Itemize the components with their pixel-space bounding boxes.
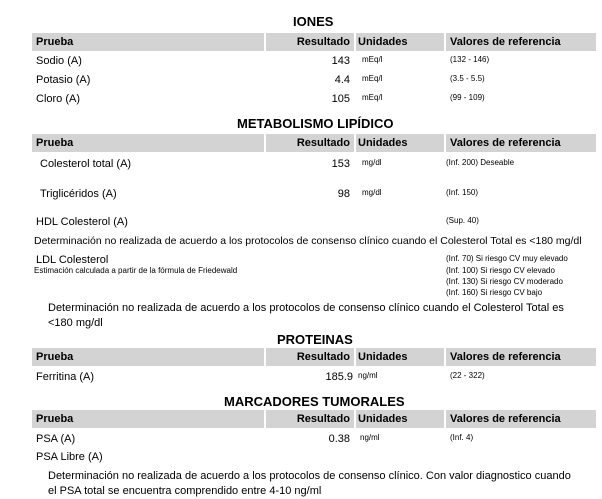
row-ref: (Inf. 150) — [446, 188, 479, 197]
row-label: Colesterol total (A) — [40, 158, 132, 170]
row-value: 153 — [331, 158, 350, 170]
row-ref: (Inf. 4) — [450, 433, 474, 442]
header-resultado: Resultado — [296, 137, 350, 149]
row-value: 98 — [337, 188, 350, 200]
row-unit: mEq/l — [362, 93, 383, 102]
section-title-lipidico: METABOLISMO LIPÍDICO — [237, 116, 394, 131]
header-divider — [354, 410, 356, 428]
ldl-label: LDL Colesterol — [36, 254, 109, 266]
header-valores: Valores de referencia — [450, 36, 561, 48]
row-ref: (99 - 109) — [450, 93, 485, 102]
ldl-ref: (Inf. 70) Si riesgo CV muy elevado — [446, 254, 568, 263]
header-unidades: Unidades — [358, 351, 408, 363]
note-ldl: Determinación no realizada de acuerdo a los protocolos de consenso clínico cuando el Colesterol Total es <180 mg/dl — [48, 302, 564, 329]
row-value: 185.9 — [325, 371, 353, 383]
table-header-iones — [32, 33, 596, 51]
ldl-ref: (Inf. 130) Si riesgo CV moderado — [446, 277, 563, 286]
row-label: Potasio (A) — [36, 74, 91, 86]
header-resultado: Resultado — [296, 351, 350, 363]
hdl-label: HDL Colesterol (A) — [36, 216, 128, 228]
header-resultado: Resultado — [296, 413, 350, 425]
row-value: 143 — [331, 55, 350, 67]
header-prueba: Prueba — [36, 351, 74, 363]
header-valores: Valores de referencia — [450, 137, 561, 149]
header-unidades: Unidades — [358, 36, 408, 48]
section-title-marcadores: MARCADORES TUMORALES — [224, 394, 405, 409]
header-divider — [354, 33, 356, 51]
note-hdl: Determinación no realizada de acuerdo a los protocolos de consenso clínico cuando el Colesterol Total es <180 mg/dl — [34, 235, 582, 247]
table-header-lipidico — [32, 134, 596, 152]
row-unit: ng/ml — [358, 371, 378, 380]
row-label: PSA (A) — [36, 433, 76, 445]
row-unit: mEq/l — [362, 74, 383, 83]
header-valores: Valores de referencia — [450, 413, 561, 425]
header-prueba: Prueba — [36, 36, 74, 48]
header-divider — [444, 410, 446, 428]
header-divider — [444, 134, 446, 152]
header-unidades: Unidades — [358, 413, 408, 425]
psa-libre-label: PSA Libre (A) — [36, 451, 103, 463]
header-valores: Valores de referencia — [450, 351, 561, 363]
row-unit: mg/dl — [362, 188, 382, 197]
header-divider — [354, 134, 356, 152]
section-title-proteinas: PROTEINAS — [277, 332, 353, 347]
hdl-ref: (Sup. 40) — [446, 216, 479, 225]
header-prueba: Prueba — [36, 413, 74, 425]
header-divider — [444, 348, 446, 366]
row-unit: ng/ml — [360, 433, 380, 442]
row-ref: (22 - 322) — [450, 371, 485, 380]
row-label: Sodio (A) — [36, 55, 82, 67]
row-unit: mEq/l — [362, 55, 383, 64]
row-label: Triglicéridos (A) — [40, 188, 117, 200]
header-unidades: Unidades — [358, 137, 408, 149]
row-ref: (3.5 - 5.5) — [450, 74, 485, 83]
ldl-ref: (Inf. 160) Si riesgo CV bajo — [446, 288, 543, 297]
note-psa: Determinación no realizada de acuerdo a los protocolos de consenso clínico. Con valor diagnostico cuando el PSA total se encuentra comprendido entre 4-10 ng/ml — [48, 470, 571, 497]
ldl-subtitle: Estimación calculada a partir de la fórmula de Friedewald — [34, 266, 238, 275]
table-header-proteinas — [32, 348, 596, 366]
header-resultado: Resultado — [296, 36, 350, 48]
header-divider — [354, 348, 356, 366]
row-value: 4.4 — [334, 74, 350, 86]
header-prueba: Prueba — [36, 137, 74, 149]
header-divider — [444, 33, 446, 51]
row-unit: mg/dl — [362, 158, 382, 167]
ldl-ref: (Inf. 100) Si riesgo CV elevado — [446, 266, 555, 275]
row-value: 105 — [331, 93, 350, 105]
table-header-marcadores — [32, 410, 596, 428]
row-label: Cloro (A) — [36, 93, 81, 105]
row-label: Ferritina (A) — [36, 371, 95, 383]
section-title-iones: IONES — [293, 14, 334, 29]
row-value: 0.38 — [328, 433, 350, 445]
row-ref: (Inf. 200) Deseable — [446, 158, 515, 167]
row-ref: (132 - 146) — [450, 55, 490, 64]
